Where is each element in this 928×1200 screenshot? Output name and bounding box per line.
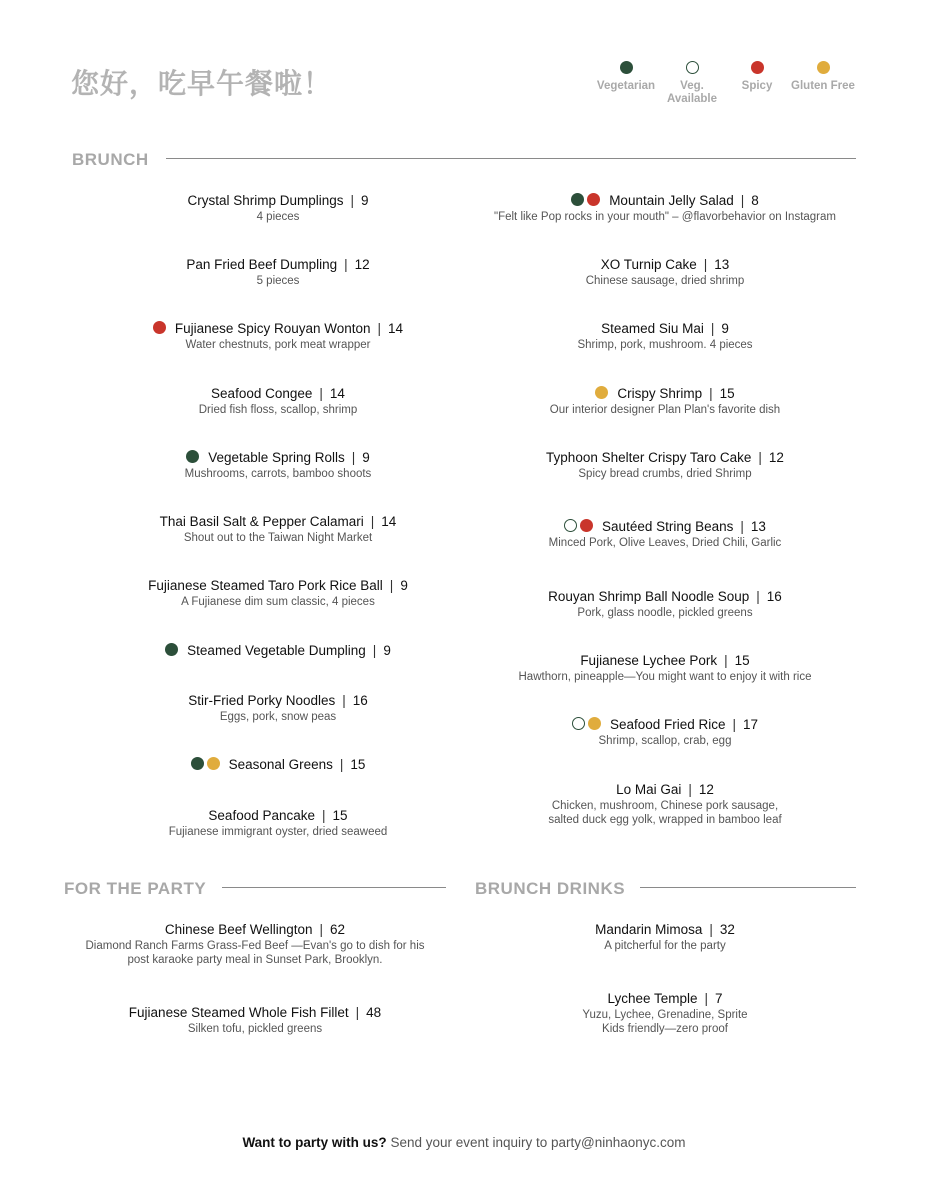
menu-item-name: Crispy Shrimp (617, 386, 703, 401)
section-title-brunch: BRUNCH (72, 150, 149, 169)
menu-item-price: 9 (383, 643, 391, 658)
menu-item (440, 588, 890, 620)
menu-item-price: 12 (354, 257, 370, 272)
vegetarian-dot-icon (571, 193, 584, 206)
price-separator: | (344, 257, 348, 272)
menu-item-line (440, 990, 890, 1007)
menu-item-line (53, 192, 503, 209)
menu-item-name: Crystal Shrimp Dumplings (187, 193, 344, 208)
menu-item-description: Silken tofu, pickled greens (187, 1023, 323, 1035)
menu-item-line (53, 692, 503, 709)
menu-item-name: Rouyan Shrimp Ball Noodle Soup (548, 589, 750, 604)
veg-available-ring-icon (686, 61, 699, 74)
menu-item (440, 518, 890, 550)
menu-item-name: Typhoon Shelter Crispy Taro Cake (546, 450, 752, 465)
menu-item-price: 9 (362, 450, 370, 465)
dietary-markers (571, 192, 603, 209)
gluten-free-dot-icon (207, 757, 220, 770)
price-separator: | (377, 321, 382, 336)
menu-item-price: 9 (400, 578, 408, 593)
menu-item-description: 4 pieces (256, 211, 300, 223)
veg-available-dot-icon (564, 519, 577, 532)
menu-item (53, 807, 503, 839)
menu-item-name: Lo Mai Gai (616, 782, 682, 797)
menu-item-price: 14 (329, 386, 345, 401)
menu-item-price: 12 (768, 450, 784, 465)
menu-item-name: XO Turnip Cake (600, 257, 697, 272)
menu-item (53, 385, 503, 417)
menu-item-description: Minced Pork, Olive Leaves, Dried Chili, Garlic (548, 537, 782, 549)
veg-available-dot-icon (572, 717, 585, 730)
footer-contact: Send your event inquiry to party@ninhaonyc.com (386, 1135, 686, 1150)
menu-item-line (30, 1004, 480, 1021)
legend-item-gluten-free (783, 61, 863, 93)
price-separator: | (709, 922, 713, 937)
legend-label: Vegetarian (596, 80, 656, 92)
menu-item-price: 14 (388, 321, 404, 336)
menu-item (440, 652, 890, 684)
menu-item-line (53, 642, 503, 659)
menu-item (440, 921, 890, 953)
menu-item-description: Eggs, pork, snow peas (219, 711, 337, 723)
price-separator: | (704, 991, 709, 1006)
vegetarian-dot-icon (191, 757, 204, 770)
menu-item-description: Yuzu, Lychee, Grenadine, Sprite Kids friendly—zero proof (582, 1009, 748, 1035)
price-separator: | (319, 922, 324, 937)
menu-item-description: Shrimp, pork, mushroom. 4 pieces (577, 339, 753, 351)
footer-event-inquiry (0, 1135, 928, 1150)
menu-item-description: Water chestnuts, pork meat wrapper (185, 339, 371, 351)
legend-label: Veg. Available (666, 80, 718, 105)
menu-item (440, 990, 890, 1036)
menu-item (53, 449, 503, 481)
menu-item-price: 15 (332, 808, 348, 823)
menu-item-name: Seafood Fried Rice (609, 717, 726, 732)
dietary-markers (572, 716, 604, 733)
gluten-free-dot-icon (588, 717, 601, 730)
menu-item-name: Lychee Temple (607, 991, 698, 1006)
menu-item-line (440, 921, 890, 938)
gluten-free-dot-icon (817, 61, 830, 74)
menu-item-description: Fujianese immigrant oyster, dried seaweed (168, 826, 388, 838)
menu-item-name: Chinese Beef Wellington (164, 922, 313, 937)
menu-item-line (440, 652, 890, 669)
menu-item (440, 449, 890, 481)
menu-item-line (53, 449, 503, 466)
price-separator: | (355, 1005, 360, 1020)
menu-item-description: Spicy bread crumbs, dried Shrimp (578, 468, 752, 480)
menu-item-name: Seafood Pancake (208, 808, 316, 823)
price-separator: | (710, 321, 715, 336)
menu-item (53, 513, 503, 545)
menu-item-line (440, 449, 890, 466)
menu-item-description: Dried fish floss, scallop, shrimp (198, 404, 358, 416)
price-separator: | (709, 386, 713, 401)
menu-item-name: Fujianese Spicy Rouyan Wonton (174, 321, 371, 336)
menu-item-price: 9 (721, 321, 729, 336)
spicy-dot-icon (580, 519, 593, 532)
menu-item (30, 921, 480, 967)
menu-item-description: Diamond Ranch Farms Grass-Fed Beef —Evan's go to dish for his post karaoke party meal in Sunset Park, Brooklyn. (85, 940, 425, 966)
menu-item-description: 5 pieces (256, 275, 300, 287)
price-separator: | (322, 808, 326, 823)
menu-item-line (440, 320, 890, 337)
menu-item-line (53, 385, 503, 402)
menu-item (53, 692, 503, 724)
dietary-markers (186, 449, 202, 466)
menu-item-description: Our interior designer Plan Plan's favorite dish (549, 404, 781, 416)
menu-item-name: Thai Basil Salt & Pepper Calamari (159, 514, 364, 529)
menu-item (53, 642, 503, 659)
menu-item-name: Pan Fried Beef Dumpling (186, 257, 338, 272)
vegetarian-dot-icon (620, 61, 633, 74)
menu-item-description: Mushrooms, carrots, bamboo shoots (184, 468, 372, 480)
menu-item-line (440, 716, 890, 733)
menu-item (30, 1004, 480, 1036)
menu-item-description: A pitcherful for the party (604, 940, 726, 952)
spicy-dot-icon (751, 61, 764, 74)
menu-item-description: Shout out to the Taiwan Night Market (183, 532, 373, 544)
menu-item (440, 385, 890, 417)
menu-item-line (440, 192, 890, 209)
price-separator: | (370, 514, 375, 529)
menu-item-name: Stir-Fried Porky Noodles (188, 693, 336, 708)
dietary-markers (165, 642, 181, 659)
menu-item-price: 17 (743, 717, 759, 732)
menu-item-name: Steamed Siu Mai (601, 321, 704, 336)
section-divider (166, 158, 856, 159)
menu-item (53, 256, 503, 288)
price-separator: | (732, 717, 737, 732)
menu-item-price: 48 (366, 1005, 382, 1020)
dietary-markers (191, 756, 223, 773)
vegetarian-dot-icon (186, 450, 199, 463)
menu-item-name: Fujianese Steamed Whole Fish Fillet (128, 1005, 349, 1020)
menu-item-description: Chinese sausage, dried shrimp (585, 275, 745, 287)
menu-item-line (440, 518, 890, 535)
menu-item-line (440, 256, 890, 273)
menu-item (440, 192, 890, 224)
menu-item-price: 62 (330, 922, 346, 937)
menu-item-line (440, 385, 890, 402)
spicy-dot-icon (587, 193, 600, 206)
menu-item-line (53, 807, 503, 824)
price-separator: | (351, 450, 356, 465)
menu-item-name: Fujianese Lychee Pork (580, 653, 718, 668)
menu-item-line (53, 320, 503, 337)
menu-item (440, 256, 890, 288)
menu-item-name: Fujianese Steamed Taro Pork Rice Ball (148, 578, 383, 593)
menu-item (440, 716, 890, 748)
menu-item-price: 13 (714, 257, 730, 272)
price-separator: | (703, 257, 708, 272)
menu-item-price: 9 (361, 193, 369, 208)
menu-item-line (53, 756, 503, 773)
menu-item-price: 14 (381, 514, 397, 529)
menu-item-name: Sautéed String Beans (602, 519, 734, 534)
menu-item (440, 320, 890, 352)
dietary-markers (564, 518, 596, 535)
menu-item-description: Hawthorn, pineapple—You might want to enjoy it with rice (518, 671, 812, 683)
menu-item-price: 12 (698, 782, 714, 797)
menu-item-description: A Fujianese dim sum classic, 4 pieces (181, 596, 375, 608)
menu-item-line (53, 513, 503, 530)
price-separator: | (372, 643, 377, 658)
section-title-drinks: BRUNCH DRINKS (475, 879, 626, 898)
menu-item-line (30, 921, 480, 938)
price-separator: | (758, 450, 762, 465)
legend-label: Spicy (741, 80, 773, 92)
price-separator: | (339, 757, 344, 772)
price-separator: | (740, 193, 745, 208)
menu-item-price: 15 (719, 386, 735, 401)
menu-item (53, 320, 503, 352)
menu-item-price: 15 (734, 653, 750, 668)
spicy-dot-icon (153, 321, 166, 334)
page-title: 您好，吃早午餐啦！ (71, 67, 333, 100)
menu-item-price: 16 (766, 589, 782, 604)
price-separator: | (389, 578, 394, 593)
menu-item-name: Mountain Jelly Salad (609, 193, 734, 208)
menu-item (53, 577, 503, 609)
menu-item-line (440, 781, 890, 798)
menu-item (440, 781, 890, 827)
menu-item (53, 192, 503, 224)
footer-lead: Want to party with us? (242, 1135, 387, 1150)
menu-item-name: Seasonal Greens (228, 757, 333, 772)
menu-item-line (53, 256, 503, 273)
menu-item (53, 756, 503, 773)
menu-item-price: 7 (715, 991, 723, 1006)
menu-item-description: Chicken, mushroom, Chinese pork sausage, salted duck egg yolk, wrapped in bamboo leaf (548, 800, 782, 826)
menu-item-name: Seafood Congee (211, 386, 313, 401)
menu-item-price: 8 (751, 193, 759, 208)
vegetarian-dot-icon (165, 643, 178, 656)
menu-item-price: 13 (750, 519, 766, 534)
price-separator: | (350, 193, 355, 208)
menu-item-line (53, 577, 503, 594)
menu-item-price: 15 (350, 757, 366, 772)
menu-item-description: Pork, glass noodle, pickled greens (577, 607, 753, 619)
menu-item-name: Mandarin Mimosa (595, 922, 703, 937)
dietary-markers (153, 320, 169, 337)
menu-item-price: 16 (352, 693, 368, 708)
price-separator: | (740, 519, 744, 534)
dietary-markers (595, 385, 611, 402)
dietary-legend (580, 61, 870, 111)
section-divider (222, 887, 446, 888)
section-title-party: FOR THE PARTY (64, 879, 207, 898)
price-separator: | (342, 693, 346, 708)
gluten-free-dot-icon (595, 386, 608, 399)
legend-label: Gluten Free (791, 80, 855, 92)
menu-item-price: 32 (719, 922, 735, 937)
menu-item-name: Steamed Vegetable Dumpling (187, 643, 366, 658)
price-separator: | (756, 589, 760, 604)
menu-item-description: Shrimp, scallop, crab, egg (598, 735, 732, 747)
menu-item-name: Vegetable Spring Rolls (208, 450, 345, 465)
price-separator: | (319, 386, 323, 401)
price-separator: | (724, 653, 728, 668)
menu-item-description: "Felt like Pop rocks in your mouth" – @flavorbehavior on Instagram (494, 211, 836, 223)
price-separator: | (688, 782, 692, 797)
section-divider (640, 887, 856, 888)
menu-item-line (440, 588, 890, 605)
